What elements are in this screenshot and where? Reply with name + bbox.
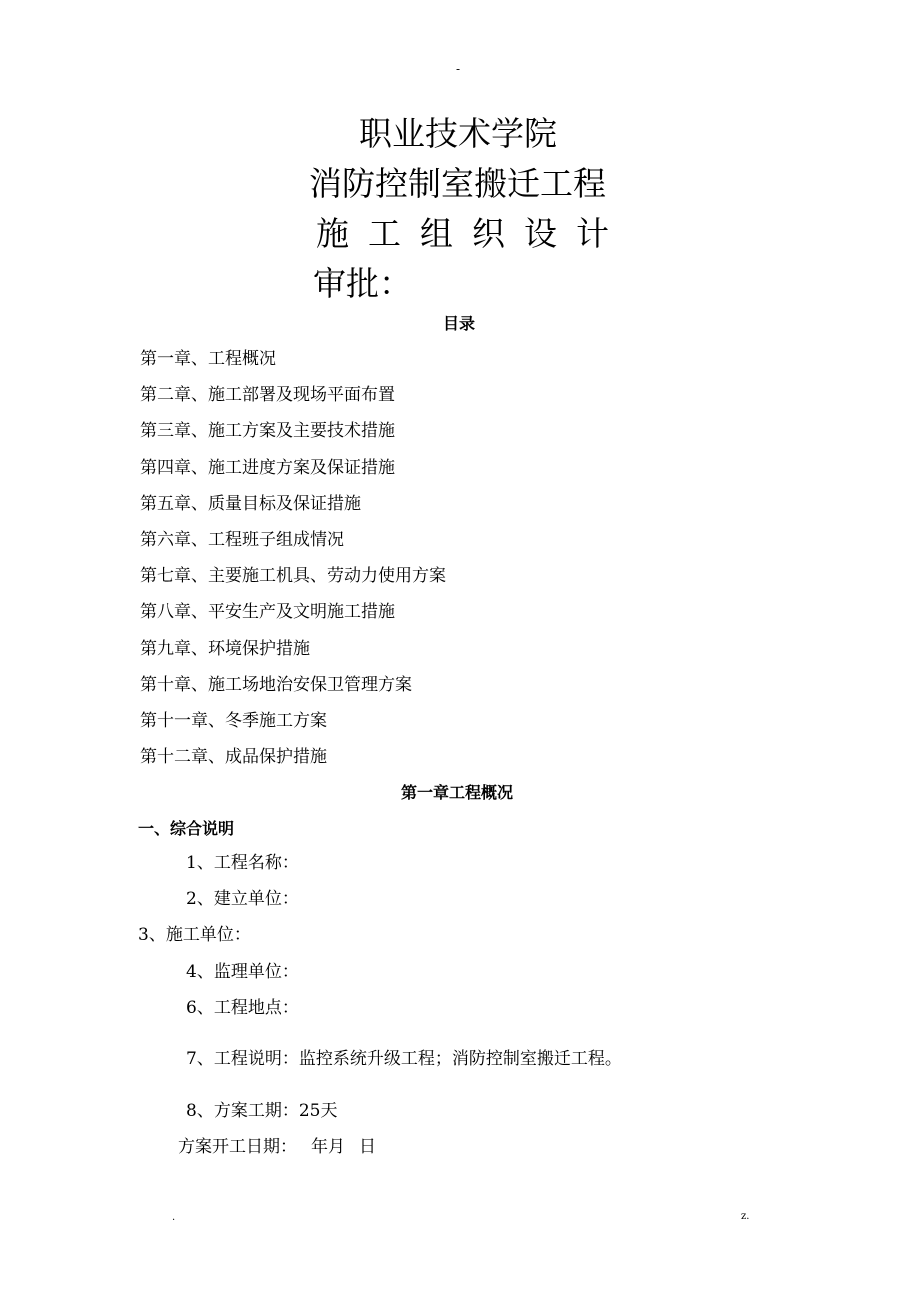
project-name-field: 1、工程名称： [186, 853, 299, 873]
cover-title-project: 消防控制室搬迁工程 [309, 164, 606, 203]
toc-item: 第十章、施工场地治安保卫管理方案 [140, 674, 412, 695]
header-mark: - [456, 62, 461, 76]
toc-heading: 目录 [443, 314, 476, 333]
footer-right-mark: z. [741, 1211, 750, 1222]
section-heading: 一、综合说明 [138, 819, 235, 838]
toc-item: 第七章、主要施工机具、劳动力使用方案 [140, 566, 446, 587]
toc-list [140, 346, 446, 780]
cover-title-institution: 职业技术学院 [359, 114, 557, 153]
project-location-field: 6、工程地点： [186, 998, 299, 1018]
start-date-line [178, 1134, 376, 1160]
project-description: 7、工程说明：监控系统升级工程；消防控制室搬迁工程。 [186, 1049, 622, 1069]
start-date-day: 日 [359, 1137, 376, 1157]
toc-item: 第二章、施工部署及现场平面布置 [140, 385, 395, 406]
toc-item: 第八章、平安生产及文明施工措施 [140, 602, 395, 623]
footer-left-mark: . [172, 1212, 176, 1223]
toc-item: 第十一章、冬季施工方案 [140, 710, 327, 731]
start-date-label: 方案开工日期： [178, 1137, 297, 1157]
cover-title-document-type: 施工组织设计 [316, 214, 628, 253]
toc-item: 第四章、施工进度方案及保证措施 [140, 457, 395, 478]
construction-unit-field: 3、施工单位： [138, 925, 251, 945]
toc-item: 第五章、质量目标及保证措施 [140, 493, 361, 514]
toc-item: 第九章、环境保护措施 [140, 638, 310, 659]
toc-item: 第六章、工程班子组成情况 [140, 529, 344, 550]
cover-approval-label: 审批： [313, 264, 412, 303]
start-date-year-month: 年月 [311, 1137, 345, 1157]
toc-item: 第三章、施工方案及主要技术措施 [140, 421, 395, 442]
toc-item: 第十二章、成品保护措施 [140, 747, 327, 768]
chapter-heading: 第一章工程概况 [401, 783, 514, 802]
planned-duration: 8、方案工期：25天 [186, 1101, 338, 1121]
toc-item: 第一章、工程概况 [140, 349, 276, 369]
supervision-unit-field: 4、监理单位： [186, 962, 299, 982]
build-unit-field: 2、建立单位： [186, 889, 299, 909]
